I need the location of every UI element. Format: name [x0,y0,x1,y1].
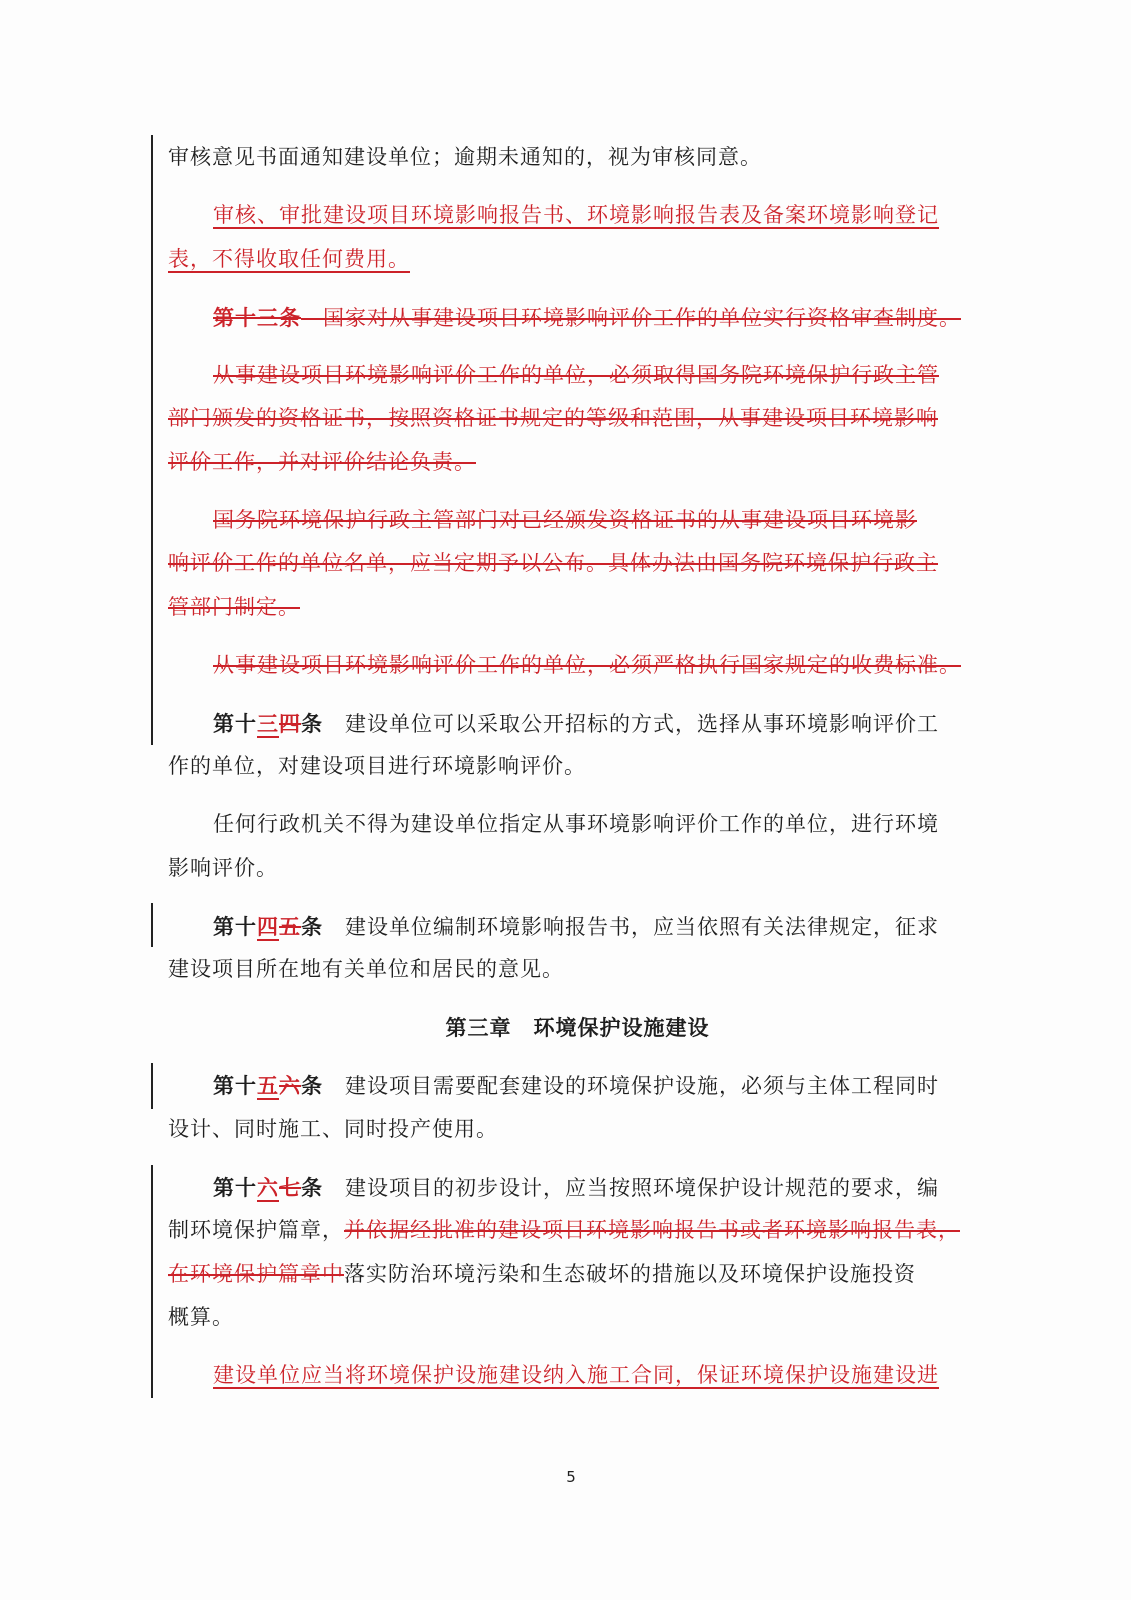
inserted-text: 审核、审批建设项目环境影响报告书、环境影响报告表及备案环境影响登记 [213,203,939,227]
inserted-paragraph [168,194,943,281]
deleted-paragraph [168,296,961,340]
text-line [168,586,943,630]
body-text: 建设项目的初步设计，应当按照环境保护设计规范的要求，编 [323,1175,939,1200]
body-text: 审核意见书面通知建设单位；逾期未通知的，视为审核同意。 [168,145,762,169]
paragraph [168,803,943,890]
deleted-text: 响评价工作的单位名单，应当定期予以公布。具体办法由国务院环境保护行政主 [168,551,938,575]
text-line [168,1253,943,1297]
inserted-article-digit: 三 [257,710,279,736]
deleted-article-digit: 六 [279,1073,301,1098]
body-text: 建设单位可以采取公开招标的方式，选择从事环境影响评价工 [323,711,939,736]
text-line [168,702,943,746]
document-body [168,136,961,1412]
article-paragraph [168,702,943,789]
text-line [168,1108,943,1152]
text-line [168,499,943,543]
deleted-text: 国务院环境保护行政主管部门对已经颁发资格证书的从事建设项目环境影 [213,507,917,532]
text-line [168,1209,960,1253]
article-number: 第十 [213,710,257,736]
body-text: 影响评价。 [168,855,278,880]
text-line [168,1354,943,1398]
deleted-text: 管部门制定。 [168,594,300,619]
change-bar [151,1063,153,1109]
body-text: 建设项目所在地有关单位和居民的意见。 [168,957,564,981]
inserted-article-digit: 四 [257,913,279,939]
body-text: 建设单位编制环境影响报告书，应当依照有关法律规定，征求 [323,914,939,939]
change-bar [151,135,153,745]
change-bar [151,1165,153,1398]
text-line [168,1064,943,1108]
body-text: 任何行政机关不得为建设单位指定从事环境影响评价工作的单位，进行环境 [213,812,939,836]
inserted-article-digit: 五 [257,1073,279,1098]
deleted-text: 从事建设项目环境影响评价工作的单位，必须严格执行国家规定的收费标准。 [213,652,961,677]
deleted-text: 评价工作，并对评价结论负责。 [168,449,476,474]
text-line [168,397,943,441]
deleted-text: 在环境保护篇章中 [168,1261,344,1286]
text-line [168,354,943,398]
inserted-text: 建设单位应当将环境保护设施建设纳入施工合同，保证环境保护设施建设进 [213,1363,939,1387]
inserted-article-digit: 六 [257,1174,279,1200]
text-line [168,441,943,485]
text-line [168,847,943,891]
deleted-text: 从事建设项目环境影响评价工作的单位，必须取得国务院环境保护行政主管 [213,362,939,387]
change-bar [151,903,153,947]
body-text: 作的单位，对建设项目进行环境影响评价。 [168,754,586,778]
body-text: 制环境保护篇章， [168,1218,344,1242]
article-paragraph [168,1166,960,1340]
article-number: 条 [301,1073,323,1098]
deleted-paragraph [168,644,961,688]
article-number: 条 [301,1174,323,1200]
deleted-paragraph [168,499,943,630]
article-number: 第十 [213,913,257,939]
article-number: 条 [301,913,323,939]
deleted-article-number: 第十三条 [213,304,301,330]
deleted-text: 并依据经批准的建设项目环境影响报告书或者环境影响报告表， [344,1218,960,1242]
text-line [168,542,943,586]
inserted-paragraph [168,1354,943,1398]
text-line [168,948,943,992]
deleted-paragraph [168,354,943,485]
text-line [168,1296,943,1340]
text-line [168,905,943,949]
inserted-text: 表，不得收取任何费用。 [168,246,410,271]
text-line [168,194,943,238]
deleted-text: 国家对从事建设项目环境影响评价工作的单位实行资格审查制度。 [301,305,961,330]
article-number: 条 [301,710,323,736]
article-number: 第十 [213,1073,257,1098]
text-line [168,1166,943,1210]
text-line [168,296,961,340]
text-line [168,745,943,789]
article-number: 第十 [213,1174,257,1200]
deleted-article-digit: 七 [279,1174,301,1200]
body-text: 建设项目需要配套建设的环境保护设施，必须与主体工程同时 [323,1074,939,1098]
text-line [168,238,943,282]
paragraph [168,136,943,180]
text-line [168,136,943,180]
body-text: 设计、同时施工、同时投产使用。 [168,1116,498,1141]
body-text: 落实防治环境污染和生态破坏的措施以及环境保护设施投资 [344,1261,916,1286]
deleted-article-digit: 五 [279,913,301,939]
body-text: 概算。 [168,1305,234,1329]
article-paragraph [168,1064,943,1151]
page-number: 5 [566,1468,576,1486]
text-line [168,803,943,847]
article-paragraph [168,905,943,992]
chapter-heading: 第三章 环境保护设施建设 [445,1015,710,1040]
deleted-text: 部门颁发的资格证书，按照资格证书规定的等级和范围，从事建设项目环境影响 [168,406,938,430]
deleted-article-digit: 四 [279,710,301,736]
text-line [168,644,961,688]
